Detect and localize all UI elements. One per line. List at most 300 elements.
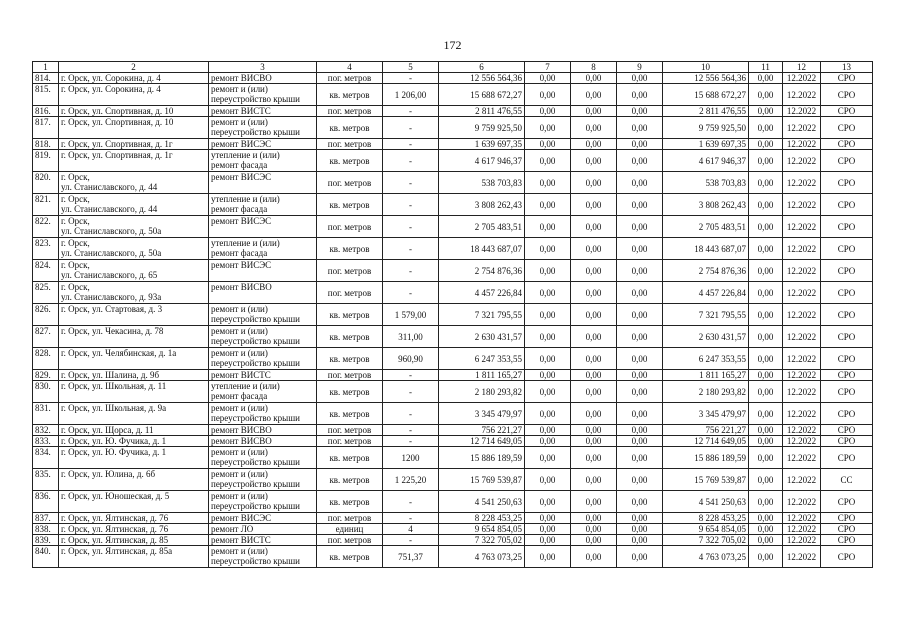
address-cell: [59, 139, 209, 150]
completion-date-cell: 12.2022: [783, 73, 821, 84]
work-type-line: ремонт фасада: [211, 204, 268, 214]
unit-cell: кв. метров: [317, 238, 383, 260]
address-line: ул. Станиславского, д. 93а: [61, 292, 162, 302]
work-type-line: ремонт ЛО: [211, 524, 254, 534]
cost-col7-cell: 0,00: [525, 106, 571, 117]
quantity-cell: -: [383, 172, 439, 194]
cost-col11-cell: 0,00: [749, 524, 783, 535]
table-row: [33, 260, 873, 282]
cost-col11-cell: 0,00: [749, 491, 783, 513]
work-type-line: ремонт и (или): [211, 447, 268, 457]
cost-col11-cell: 0,00: [749, 436, 783, 447]
row-number-cell: 825.: [33, 282, 59, 304]
work-type-cell: [209, 524, 317, 535]
cost-col10-cell: 6 247 353,55: [663, 348, 749, 370]
unit-cell: пог. метров: [317, 139, 383, 150]
cost-col10-cell: 9 654 854,05: [663, 524, 749, 535]
work-type-cell: [209, 535, 317, 546]
completion-date-cell: 12.2022: [783, 513, 821, 524]
quantity-cell: -: [383, 260, 439, 282]
quantity-cell: 1 206,00: [383, 84, 439, 106]
table-row: [33, 172, 873, 194]
unit-cell: кв. метров: [317, 84, 383, 106]
unit-cell: кв. метров: [317, 150, 383, 172]
cost-col7-cell: 0,00: [525, 304, 571, 326]
cost-col11-cell: 0,00: [749, 370, 783, 381]
cost-col10-cell: 538 703,83: [663, 172, 749, 194]
row-number-cell: 818.: [33, 139, 59, 150]
cost-col9-cell: 0,00: [617, 370, 663, 381]
quantity-cell: -: [383, 282, 439, 304]
quantity-cell: -: [383, 150, 439, 172]
address-cell: [59, 84, 209, 106]
work-type-cell: [209, 381, 317, 403]
cost-col7-cell: 0,00: [525, 84, 571, 106]
cost-col8-cell: 0,00: [571, 447, 617, 469]
cost-col11-cell: 0,00: [749, 469, 783, 491]
address-cell: [59, 150, 209, 172]
work-type-line: переустройство крыши: [211, 413, 300, 423]
work-type-cell: [209, 139, 317, 150]
cost-col8-cell: 0,00: [571, 282, 617, 304]
work-type-line: переустройство крыши: [211, 556, 300, 566]
cost-col9-cell: 0,00: [617, 491, 663, 513]
cost-col9-cell: 0,00: [617, 348, 663, 370]
cost-col9-cell: 0,00: [617, 194, 663, 216]
address-line: г. Орск, ул. Ю. Фучика, д. 1: [61, 447, 167, 457]
row-number-cell: 833.: [33, 436, 59, 447]
table-row: [33, 436, 873, 447]
address-cell: [59, 73, 209, 84]
table-row: [33, 469, 873, 491]
quantity-cell: -: [383, 238, 439, 260]
address-line: г. Орск, ул. Челябинская, д. 1а: [61, 348, 177, 358]
cost-col11-cell: 0,00: [749, 447, 783, 469]
completion-date-cell: 12.2022: [783, 304, 821, 326]
cost-col7-cell: 0,00: [525, 150, 571, 172]
address-line: г. Орск, ул. Щорса, д. 11: [61, 425, 154, 435]
cost-col8-cell: 0,00: [571, 546, 617, 568]
table-row: [33, 139, 873, 150]
work-type-cell: [209, 370, 317, 381]
funding-source-cell: СРО: [821, 381, 873, 403]
unit-cell: кв. метров: [317, 117, 383, 139]
work-type-line: ремонт фасада: [211, 391, 268, 401]
total-cost-cell: 4 763 073,25: [439, 546, 525, 568]
unit-cell: пог. метров: [317, 535, 383, 546]
row-number-cell: 819.: [33, 150, 59, 172]
cost-col11-cell: 0,00: [749, 326, 783, 348]
quantity-cell: 960,90: [383, 348, 439, 370]
address-cell: [59, 216, 209, 238]
row-number-cell: 837.: [33, 513, 59, 524]
total-cost-cell: 2 630 431,57: [439, 326, 525, 348]
row-number-cell: 838.: [33, 524, 59, 535]
work-type-cell: [209, 326, 317, 348]
total-cost-cell: 8 228 453,25: [439, 513, 525, 524]
table-row: [33, 370, 873, 381]
row-number-cell: 827.: [33, 326, 59, 348]
cost-col10-cell: 4 541 250,63: [663, 491, 749, 513]
address-line: ул. Станиславского, д. 50а: [61, 226, 162, 236]
cost-col11-cell: 0,00: [749, 194, 783, 216]
unit-cell: кв. метров: [317, 447, 383, 469]
cost-col11-cell: 0,00: [749, 381, 783, 403]
work-type-cell: [209, 436, 317, 447]
table-row: [33, 403, 873, 425]
table-row: [33, 282, 873, 304]
address-cell: [59, 348, 209, 370]
funding-source-cell: СРО: [821, 326, 873, 348]
completion-date-cell: 12.2022: [783, 436, 821, 447]
work-type-line: ремонт ВИСЭС: [211, 216, 272, 226]
unit-cell: пог. метров: [317, 513, 383, 524]
column-header: 9: [617, 62, 663, 73]
address-line: г. Орск,: [61, 282, 90, 292]
funding-source-cell: СРО: [821, 238, 873, 260]
unit-cell: пог. метров: [317, 436, 383, 447]
work-type-line: ремонт ВИСВО: [211, 425, 272, 435]
work-type-cell: [209, 282, 317, 304]
cost-col10-cell: 2 180 293,82: [663, 381, 749, 403]
cost-col8-cell: 0,00: [571, 381, 617, 403]
work-type-cell: [209, 513, 317, 524]
column-header: 12: [783, 62, 821, 73]
funding-source-cell: СРО: [821, 304, 873, 326]
quantity-cell: -: [383, 403, 439, 425]
cost-col10-cell: 9 759 925,50: [663, 117, 749, 139]
unit-cell: единиц: [317, 524, 383, 535]
funding-source-cell: СРО: [821, 425, 873, 436]
total-cost-cell: 12 556 564,36: [439, 73, 525, 84]
work-type-line: ремонт ВИСТС: [211, 106, 271, 116]
funding-source-cell: СРО: [821, 260, 873, 282]
completion-date-cell: 12.2022: [783, 238, 821, 260]
funding-source-cell: СРО: [821, 106, 873, 117]
work-type-cell: [209, 348, 317, 370]
cost-col10-cell: 18 443 687,07: [663, 238, 749, 260]
address-cell: [59, 117, 209, 139]
cost-col10-cell: 7 321 795,55: [663, 304, 749, 326]
total-cost-cell: 1 639 697,35: [439, 139, 525, 150]
quantity-cell: -: [383, 73, 439, 84]
cost-col8-cell: 0,00: [571, 425, 617, 436]
row-number-cell: 815.: [33, 84, 59, 106]
row-number-cell: 817.: [33, 117, 59, 139]
column-header: 2: [59, 62, 209, 73]
cost-col7-cell: 0,00: [525, 238, 571, 260]
cost-col9-cell: 0,00: [617, 326, 663, 348]
quantity-cell: 1 225,20: [383, 469, 439, 491]
work-type-line: ремонт и (или): [211, 403, 268, 413]
work-type-line: ремонт и (или): [211, 546, 268, 556]
quantity-cell: 311,00: [383, 326, 439, 348]
cost-col7-cell: 0,00: [525, 491, 571, 513]
cost-col8-cell: 0,00: [571, 491, 617, 513]
funding-source-cell: СРО: [821, 535, 873, 546]
work-type-cell: [209, 403, 317, 425]
address-cell: [59, 447, 209, 469]
work-type-line: утепление и (или): [211, 381, 280, 391]
repair-register-table: [32, 61, 873, 568]
column-header: 8: [571, 62, 617, 73]
cost-col7-cell: 0,00: [525, 447, 571, 469]
total-cost-cell: 2 705 483,51: [439, 216, 525, 238]
row-number-cell: 831.: [33, 403, 59, 425]
work-type-line: ремонт и (или): [211, 491, 268, 501]
row-number-cell: 835.: [33, 469, 59, 491]
table-row: [33, 348, 873, 370]
unit-cell: пог. метров: [317, 216, 383, 238]
quantity-cell: -: [383, 194, 439, 216]
work-type-cell: [209, 304, 317, 326]
cost-col7-cell: 0,00: [525, 381, 571, 403]
funding-source-cell: СРО: [821, 348, 873, 370]
column-header: 10: [663, 62, 749, 73]
unit-cell: кв. метров: [317, 381, 383, 403]
funding-source-cell: СРО: [821, 403, 873, 425]
cost-col11-cell: 0,00: [749, 139, 783, 150]
work-type-line: ремонт ВИСЭС: [211, 260, 272, 270]
cost-col8-cell: 0,00: [571, 106, 617, 117]
funding-source-cell: СРО: [821, 139, 873, 150]
cost-col8-cell: 0,00: [571, 403, 617, 425]
work-type-cell: [209, 447, 317, 469]
column-number-row: [33, 62, 873, 73]
unit-cell: кв. метров: [317, 304, 383, 326]
address-cell: [59, 491, 209, 513]
unit-cell: кв. метров: [317, 194, 383, 216]
completion-date-cell: 12.2022: [783, 194, 821, 216]
total-cost-cell: 4 541 250,63: [439, 491, 525, 513]
completion-date-cell: 12.2022: [783, 348, 821, 370]
cost-col8-cell: 0,00: [571, 117, 617, 139]
unit-cell: кв. метров: [317, 546, 383, 568]
funding-source-cell: СРО: [821, 447, 873, 469]
table-row: [33, 106, 873, 117]
work-type-cell: [209, 73, 317, 84]
cost-col9-cell: 0,00: [617, 524, 663, 535]
column-header: 7: [525, 62, 571, 73]
work-type-line: ремонт и (или): [211, 326, 268, 336]
cost-col10-cell: 15 688 672,27: [663, 84, 749, 106]
quantity-cell: -: [383, 436, 439, 447]
cost-col10-cell: 3 345 479,97: [663, 403, 749, 425]
row-number-cell: 826.: [33, 304, 59, 326]
work-type-cell: [209, 425, 317, 436]
completion-date-cell: 12.2022: [783, 117, 821, 139]
cost-col10-cell: 7 322 705,02: [663, 535, 749, 546]
row-number-cell: 822.: [33, 216, 59, 238]
total-cost-cell: 15 688 672,27: [439, 84, 525, 106]
column-header: 4: [317, 62, 383, 73]
completion-date-cell: 12.2022: [783, 106, 821, 117]
cost-col11-cell: 0,00: [749, 150, 783, 172]
work-type-line: утепление и (или): [211, 238, 280, 248]
column-header: 13: [821, 62, 873, 73]
address-line: г. Орск, ул. Сорокина, д. 4: [61, 84, 161, 94]
work-type-cell: [209, 260, 317, 282]
cost-col9-cell: 0,00: [617, 469, 663, 491]
address-line: г. Орск,: [61, 260, 90, 270]
funding-source-cell: СРО: [821, 524, 873, 535]
address-line: г. Орск, ул. Ялтинская, д. 76: [61, 513, 169, 523]
address-cell: [59, 106, 209, 117]
address-cell: [59, 326, 209, 348]
table-body: [33, 73, 873, 568]
unit-cell: пог. метров: [317, 425, 383, 436]
total-cost-cell: 9 654 854,05: [439, 524, 525, 535]
cost-col7-cell: 0,00: [525, 326, 571, 348]
cost-col8-cell: 0,00: [571, 513, 617, 524]
work-type-line: ремонт ВИСВО: [211, 73, 272, 83]
funding-source-cell: СРО: [821, 194, 873, 216]
quantity-cell: -: [383, 381, 439, 403]
column-header: 3: [209, 62, 317, 73]
row-number-cell: 823.: [33, 238, 59, 260]
total-cost-cell: 15 769 539,87: [439, 469, 525, 491]
work-type-line: утепление и (или): [211, 150, 280, 160]
row-number-cell: 832.: [33, 425, 59, 436]
cost-col10-cell: 12 714 649,05: [663, 436, 749, 447]
cost-col9-cell: 0,00: [617, 84, 663, 106]
unit-cell: кв. метров: [317, 491, 383, 513]
cost-col7-cell: 0,00: [525, 546, 571, 568]
cost-col9-cell: 0,00: [617, 73, 663, 84]
cost-col7-cell: 0,00: [525, 524, 571, 535]
cost-col10-cell: 4 457 226,84: [663, 282, 749, 304]
cost-col8-cell: 0,00: [571, 216, 617, 238]
funding-source-cell: СРО: [821, 216, 873, 238]
unit-cell: пог. метров: [317, 282, 383, 304]
total-cost-cell: 9 759 925,50: [439, 117, 525, 139]
work-type-line: переустройство крыши: [211, 127, 300, 137]
address-cell: [59, 469, 209, 491]
cost-col11-cell: 0,00: [749, 304, 783, 326]
address-line: г. Орск, ул. Школьная, д. 9а: [61, 403, 167, 413]
cost-col9-cell: 0,00: [617, 238, 663, 260]
funding-source-cell: СРО: [821, 117, 873, 139]
cost-col9-cell: 0,00: [617, 425, 663, 436]
cost-col11-cell: 0,00: [749, 238, 783, 260]
table-row: [33, 425, 873, 436]
quantity-cell: 751,37: [383, 546, 439, 568]
work-type-line: ремонт ВИСТС: [211, 370, 271, 380]
total-cost-cell: 756 221,27: [439, 425, 525, 436]
address-line: г. Орск, ул. Шалина, д. 9б: [61, 370, 160, 380]
work-type-line: переустройство крыши: [211, 457, 300, 467]
cost-col8-cell: 0,00: [571, 194, 617, 216]
total-cost-cell: 4 457 226,84: [439, 282, 525, 304]
cost-col8-cell: 0,00: [571, 469, 617, 491]
cost-col9-cell: 0,00: [617, 546, 663, 568]
quantity-cell: -: [383, 106, 439, 117]
funding-source-cell: СС: [821, 469, 873, 491]
cost-col8-cell: 0,00: [571, 304, 617, 326]
address-line: г. Орск,: [61, 238, 90, 248]
total-cost-cell: 3 808 262,43: [439, 194, 525, 216]
cost-col7-cell: 0,00: [525, 436, 571, 447]
work-type-line: утепление и (или): [211, 194, 280, 204]
address-cell: [59, 535, 209, 546]
address-line: г. Орск, ул. Ю. Фучика, д. 1: [61, 436, 167, 446]
work-type-cell: [209, 84, 317, 106]
column-header: 6: [439, 62, 525, 73]
cost-col7-cell: 0,00: [525, 513, 571, 524]
address-line: г. Орск, ул. Спортивная, д. 10: [61, 106, 174, 116]
address-cell: [59, 513, 209, 524]
total-cost-cell: 6 247 353,55: [439, 348, 525, 370]
unit-cell: пог. метров: [317, 172, 383, 194]
address-line: г. Орск, ул. Спортивная, д. 1г: [61, 150, 173, 160]
total-cost-cell: 2 811 476,55: [439, 106, 525, 117]
cost-col8-cell: 0,00: [571, 326, 617, 348]
work-type-cell: [209, 150, 317, 172]
page-number: 172: [443, 38, 462, 52]
table-row: [33, 381, 873, 403]
row-number-cell: 821.: [33, 194, 59, 216]
address-line: г. Орск, ул. Стартовая, д. 3: [61, 304, 163, 314]
cost-col10-cell: 15 769 539,87: [663, 469, 749, 491]
row-number-cell: 830.: [33, 381, 59, 403]
completion-date-cell: 12.2022: [783, 403, 821, 425]
table-row: [33, 216, 873, 238]
cost-col9-cell: 0,00: [617, 117, 663, 139]
table-row: [33, 84, 873, 106]
cost-col9-cell: 0,00: [617, 436, 663, 447]
cost-col8-cell: 0,00: [571, 260, 617, 282]
address-cell: [59, 304, 209, 326]
work-type-cell: [209, 546, 317, 568]
completion-date-cell: 12.2022: [783, 150, 821, 172]
completion-date-cell: 12.2022: [783, 172, 821, 194]
address-cell: [59, 194, 209, 216]
table-row: [33, 535, 873, 546]
address-line: г. Орск, ул. Школьная, д. 11: [61, 381, 167, 391]
unit-cell: кв. метров: [317, 348, 383, 370]
unit-cell: кв. метров: [317, 326, 383, 348]
address-line: г. Орск,: [61, 216, 90, 226]
cost-col8-cell: 0,00: [571, 73, 617, 84]
cost-col8-cell: 0,00: [571, 238, 617, 260]
completion-date-cell: 12.2022: [783, 491, 821, 513]
completion-date-cell: 12.2022: [783, 84, 821, 106]
quantity-cell: -: [383, 491, 439, 513]
unit-cell: пог. метров: [317, 106, 383, 117]
cost-col10-cell: 1 811 165,27: [663, 370, 749, 381]
funding-source-cell: СРО: [821, 370, 873, 381]
cost-col10-cell: 756 221,27: [663, 425, 749, 436]
address-line: г. Орск, ул. Чекасина, д. 78: [61, 326, 164, 336]
address-line: г. Орск, ул. Спортивная, д. 1г: [61, 139, 173, 149]
completion-date-cell: 12.2022: [783, 546, 821, 568]
work-type-cell: [209, 469, 317, 491]
address-cell: [59, 546, 209, 568]
table-row: [33, 238, 873, 260]
cost-col7-cell: 0,00: [525, 117, 571, 139]
completion-date-cell: 12.2022: [783, 381, 821, 403]
cost-col9-cell: 0,00: [617, 403, 663, 425]
work-type-cell: [209, 194, 317, 216]
address-line: г. Орск, ул. Юлина, д. 6б: [61, 469, 156, 479]
cost-col11-cell: 0,00: [749, 535, 783, 546]
address-line: ул. Станиславского, д. 44: [61, 204, 158, 214]
cost-col7-cell: 0,00: [525, 425, 571, 436]
address-cell: [59, 238, 209, 260]
funding-source-cell: СРО: [821, 84, 873, 106]
address-line: г. Орск,: [61, 194, 90, 204]
quantity-cell: -: [383, 117, 439, 139]
